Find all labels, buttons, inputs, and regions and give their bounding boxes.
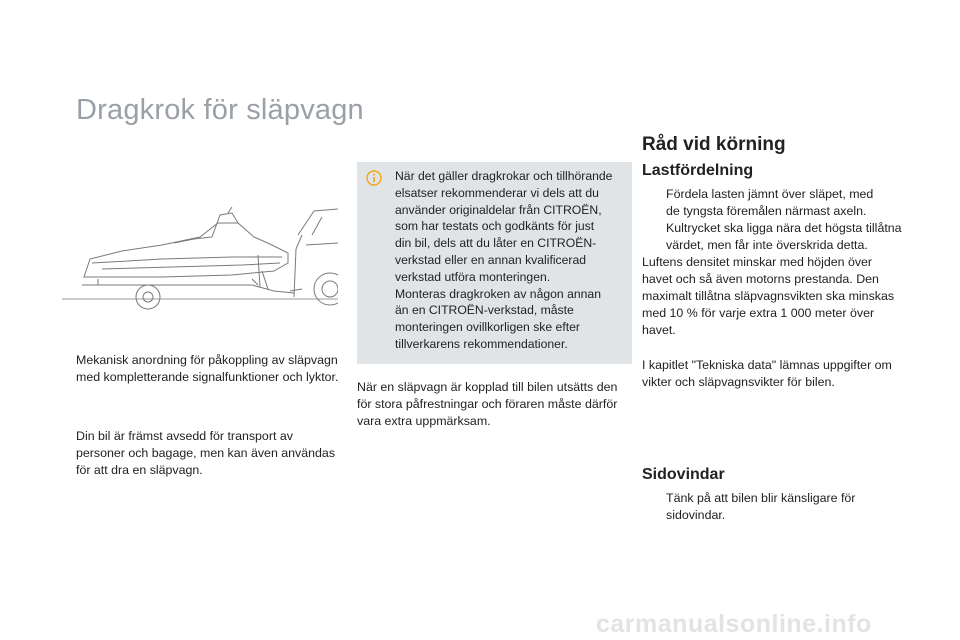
bullet-text (666, 490, 855, 524)
info-line: som har testats och godkänts för just (395, 219, 595, 234)
info-line: Monteras dragkroken av någon annan (395, 286, 601, 301)
technical-data-paragraph (642, 357, 942, 391)
para-line: havet. (642, 323, 676, 337)
bullet-line: Tänk på att bilen blir känsligare för (666, 491, 856, 505)
para-line: med 10 % för varje extra 1 000 meter över (642, 306, 875, 320)
bullet-line: sidovindar. (666, 508, 726, 522)
bullet-line: de tyngsta föremålen närmast axeln. (666, 204, 867, 218)
info-line: din bil, dels att du låter en CITROËN- (395, 236, 597, 251)
info-line: När det gäller dragkrokar och tillhörande (395, 169, 613, 183)
side-wind-heading: Sidovindar (642, 466, 725, 483)
para-line: Luftens densitet minskar med höjden över (642, 255, 873, 269)
info-icon (366, 170, 382, 186)
load-distribution-heading: Lastfördelning (642, 162, 754, 179)
bullet-line: värdet, men får inte överskrida detta. (666, 238, 868, 252)
density-paragraph (642, 254, 942, 339)
attention-paragraph: När en släpvagn är kopplad till bilen utsätts den för stora påfrestningar och föraren måste därför vara extra uppmärksam. (357, 380, 618, 428)
bullet-line: Fördela lasten jämnt över släpet, med (666, 187, 874, 201)
trailer-illustration (62, 205, 338, 317)
info-line: tillverkarens rekommendationer. (395, 336, 568, 351)
info-line: elsatser rekommenderar vi dels att du (395, 185, 599, 200)
load-bullet (642, 186, 942, 256)
side-wind-bullet (642, 490, 942, 526)
bullet-line: Kultrycket ska ligga nära det högsta tillåtna (666, 221, 902, 235)
para-line: havet och så även motorns prestanda. Den (642, 272, 879, 286)
info-text (395, 168, 625, 353)
watermark: carmanualsonline.info (596, 610, 872, 638)
bullet-text (666, 186, 902, 254)
para-line: I kapitlet "Tekniska data" lämnas uppgifter om (642, 358, 892, 372)
info-line: verkstad eller en annan kvalificerad (395, 252, 587, 267)
page-title: Dragkrok för släpvagn (76, 94, 364, 126)
info-line: monteringen ovillkorligen ske efter (395, 320, 580, 335)
driving-advice-heading: Råd vid körning (642, 134, 786, 155)
info-line: verkstad utföra monteringen. (395, 269, 551, 284)
intro-paragraph: Mekanisk anordning för påkoppling av släpvagn med kompletterande signalfunktioner och lyktor. (76, 353, 339, 384)
info-line: än en CITROËN-verkstad, måste (395, 303, 574, 318)
para-line: vikter och släpvagnsvikter för bilen. (642, 375, 835, 389)
usage-paragraph: Din bil är främst avsedd för transport av personer och bagage, men kan även användas för att dra en släpvagn. (76, 429, 336, 477)
para-line: maximalt tillåtna släpvagnsvikten ska minskas (642, 289, 895, 303)
info-line: använder originaldelar från CITROËN, (395, 202, 602, 217)
